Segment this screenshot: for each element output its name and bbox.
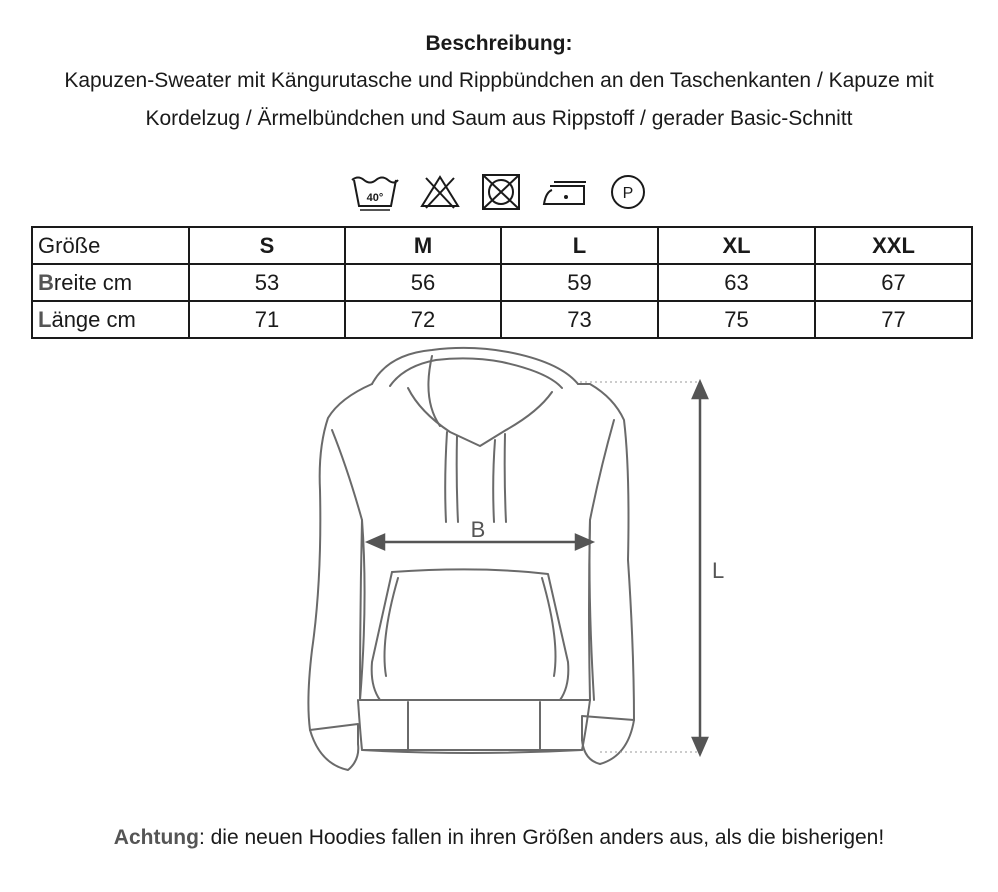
size-header-label: Größe [32, 227, 189, 264]
length-value-xl: 75 [658, 301, 815, 338]
description-text: Kapuzen-Sweater mit Kängurutasche und Rippbündchen an den Taschenkanten / Kapuze mit Kordelzug / Ärmelbündchen und Saum aus Rippstoff / gerader Basic-Schnitt [64, 69, 934, 130]
size-l: L [501, 227, 658, 264]
care-symbols [0, 170, 998, 214]
length-row [32, 301, 972, 338]
wash-40-icon [350, 172, 400, 212]
width-label-rest: reite cm [53, 269, 133, 295]
size-header-row [32, 227, 972, 264]
length-label-initial: L [38, 306, 52, 332]
length-label-rest: änge cm [51, 306, 136, 332]
no-bleach-icon [418, 172, 462, 212]
wash-temperature-label: 40° [366, 192, 384, 204]
size-s: S [189, 227, 345, 264]
length-value-m: 72 [345, 301, 501, 338]
width-row-label [32, 264, 189, 301]
width-label-initial: B [38, 269, 54, 295]
length-value-xxl: 77 [815, 301, 972, 338]
warning-label: Achtung [113, 826, 199, 849]
length-value-l: 73 [501, 301, 658, 338]
width-value-s: 53 [189, 264, 345, 301]
hoodie-outline [308, 348, 634, 770]
width-value-m: 56 [345, 264, 501, 301]
length-label: L [712, 558, 725, 583]
warning-note [0, 823, 998, 853]
length-arrow [693, 382, 707, 754]
size-xl: XL [658, 227, 815, 264]
dryclean-p-label: P [622, 185, 634, 202]
size-xxl: XXL [815, 227, 972, 264]
description-heading: Beschreibung: [425, 32, 573, 55]
length-value-s: 71 [189, 301, 345, 338]
width-row [32, 264, 972, 301]
length-row-label [32, 301, 189, 338]
iron-low-icon [540, 172, 590, 212]
dryclean-p-icon [608, 172, 648, 212]
width-value-xxl: 67 [815, 264, 972, 301]
warning-text: : die neuen Hoodies fallen in ihren Größen anders aus, als die bisherigen! [198, 826, 885, 849]
hoodie-diagram [0, 338, 998, 798]
width-value-l: 59 [501, 264, 658, 301]
size-table [31, 226, 973, 339]
no-tumble-dry-icon [480, 172, 522, 212]
width-value-xl: 63 [658, 264, 815, 301]
width-label: B [470, 517, 486, 542]
size-m: M [345, 227, 501, 264]
